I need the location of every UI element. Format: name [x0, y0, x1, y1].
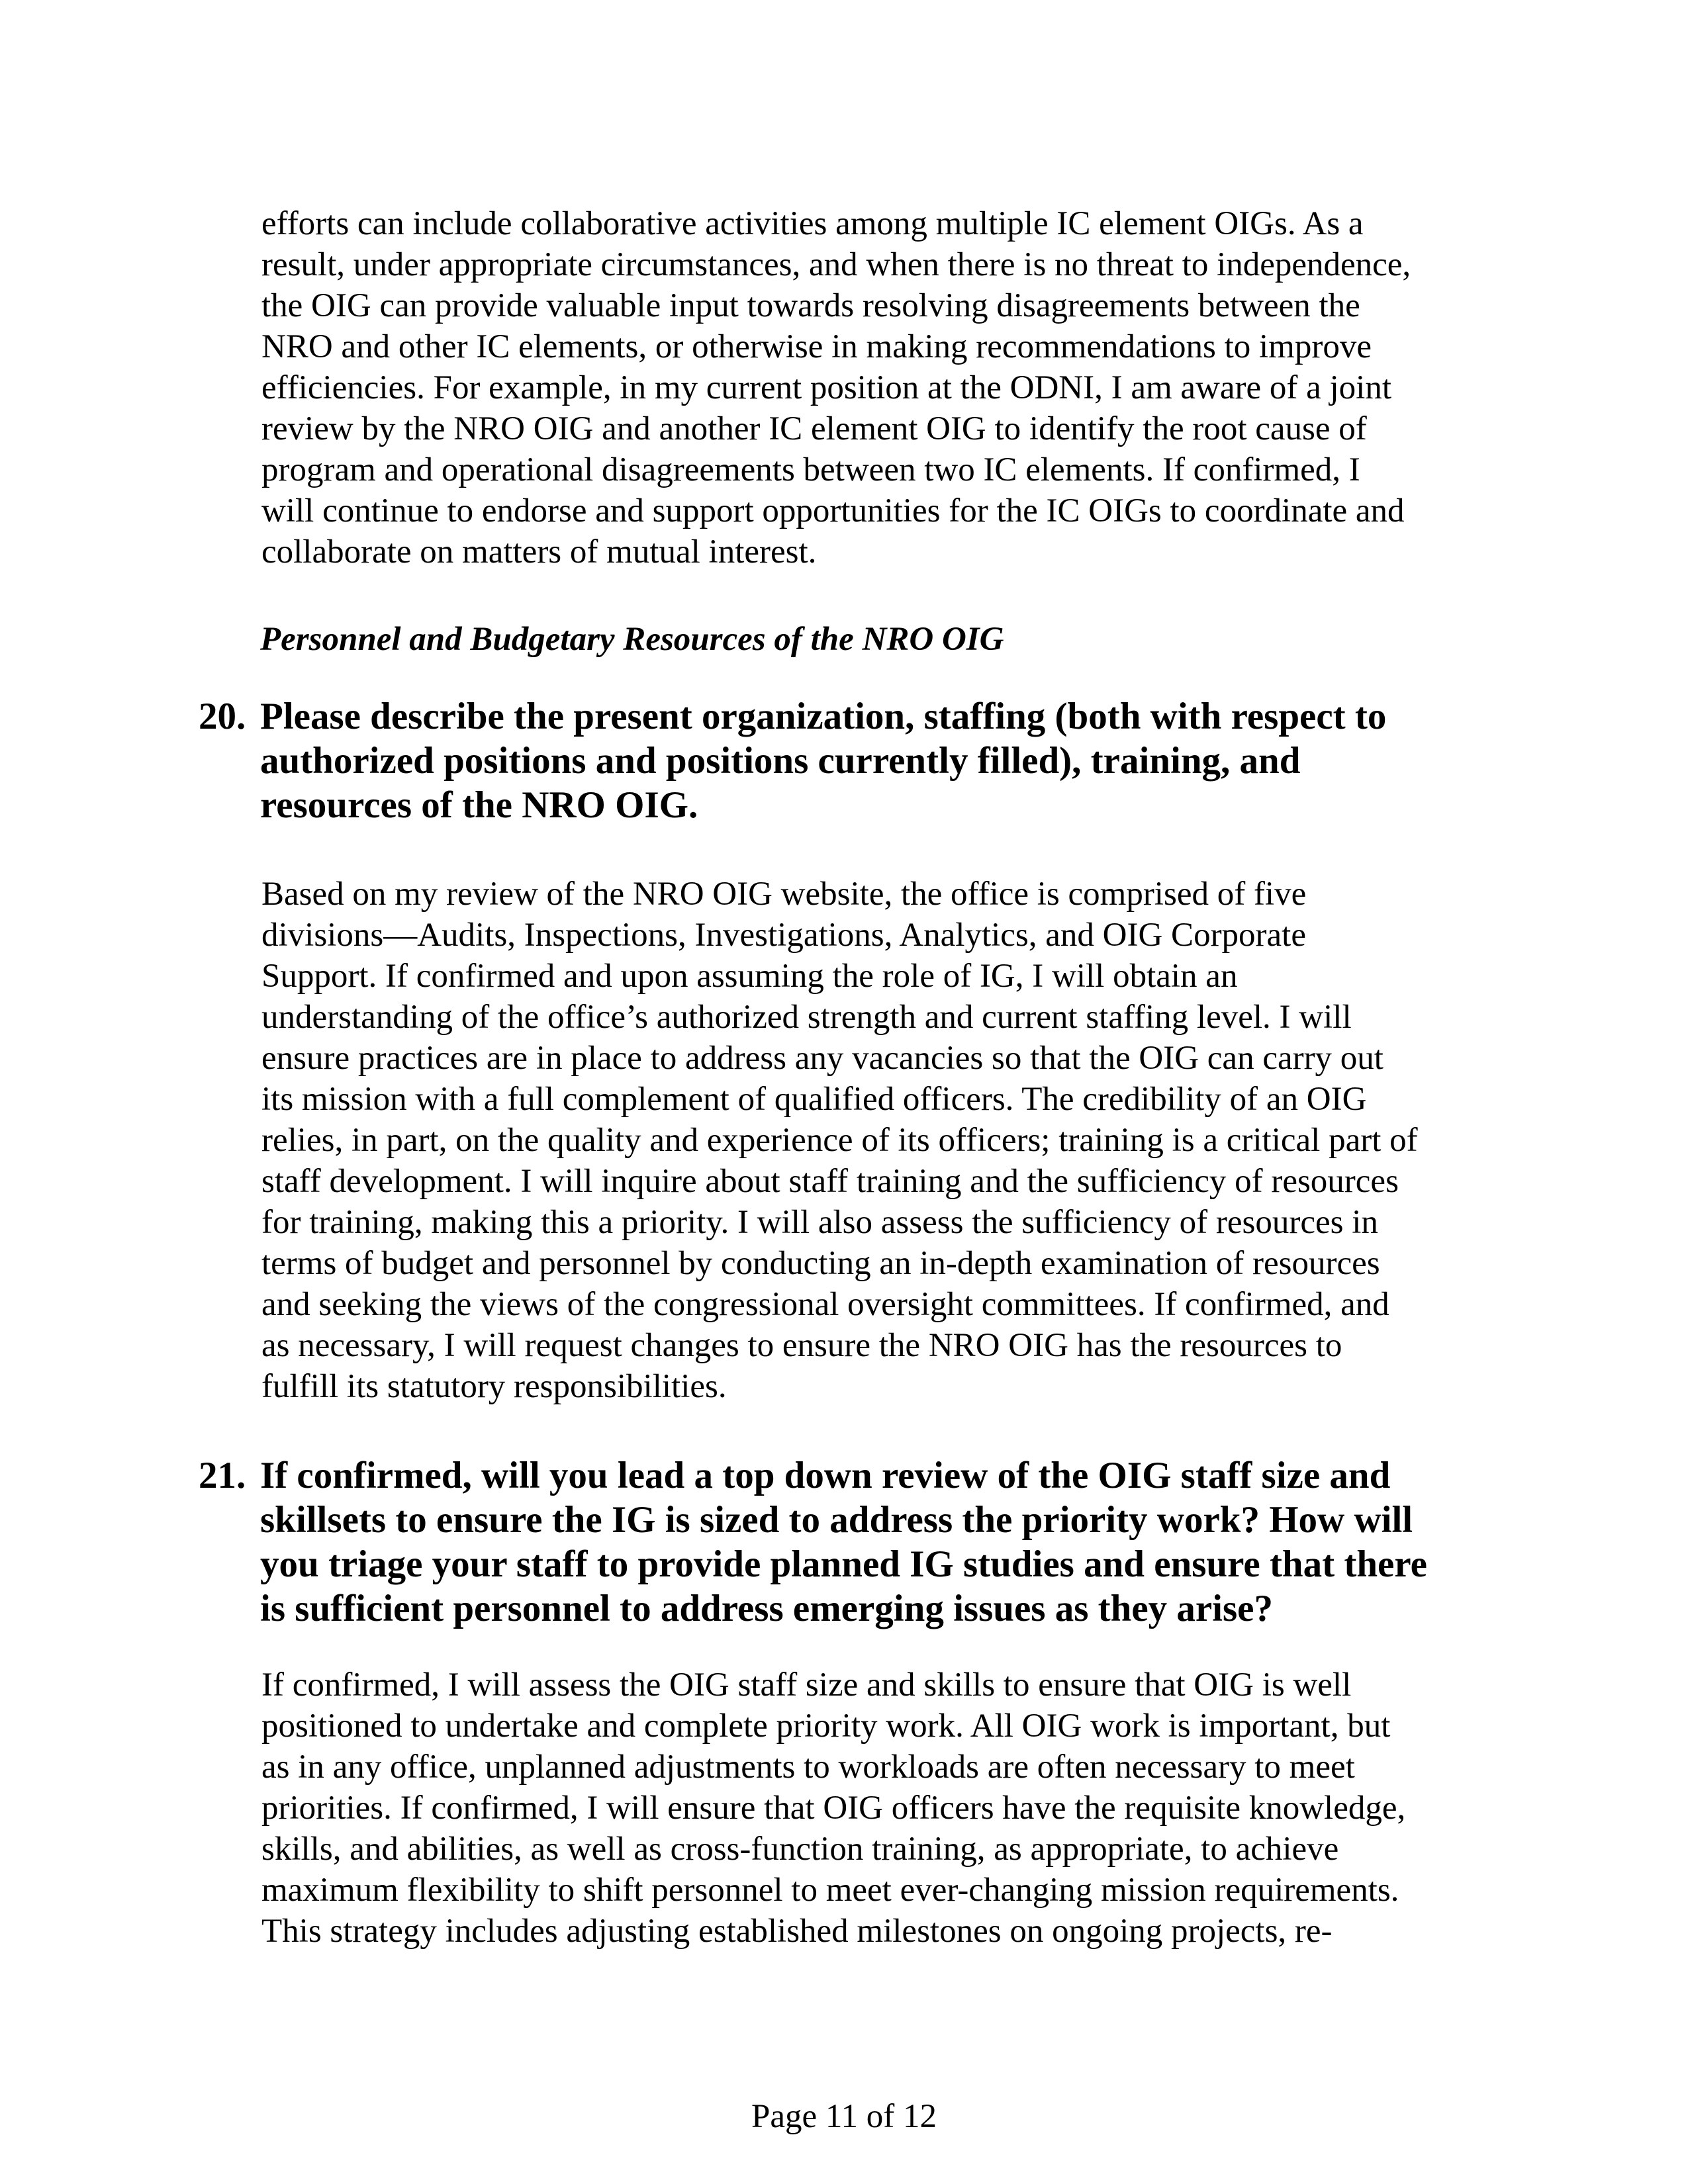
answer-line: for training, making this a priority. I will also assess the sufficiency of resources in	[261, 1204, 1378, 1241]
answer-line: as in any office, unplanned adjustments to workloads are often necessary to meet	[261, 1749, 1355, 1786]
answer-line: terms of budget and personnel by conducting an in-depth examination of resources	[261, 1245, 1380, 1282]
question-line: authorized positions and positions currently filled), training, and	[260, 740, 1301, 782]
paragraph-line: program and operational disagreements between two IC elements. If confirmed, I	[261, 451, 1360, 488]
answer-line: This strategy includes adjusting established milestones on ongoing projects, re-	[261, 1913, 1333, 1950]
question-line: is sufficient personnel to address emerging issues as they arise?	[260, 1588, 1273, 1629]
question-line: you triage your staff to provide planned IG studies and ensure that there	[260, 1543, 1427, 1585]
answer-line: divisions—Audits, Inspections, Investigations, Analytics, and OIG Corporate	[261, 917, 1306, 954]
section-heading: Personnel and Budgetary Resources of the NRO OIG	[260, 621, 1004, 658]
paragraph-line: collaborate on matters of mutual interest.	[261, 533, 817, 570]
answer-line: and seeking the views of the congressional oversight committees. If confirmed, and	[261, 1286, 1389, 1323]
answer-line: If confirmed, I will assess the OIG staff size and skills to ensure that OIG is well	[261, 1666, 1352, 1704]
answer-line: staff development. I will inquire about staff training and the sufficiency of resources	[261, 1163, 1399, 1200]
question-line: skillsets to ensure the IG is sized to address the priority work? How will	[260, 1499, 1413, 1541]
answer-line: as necessary, I will request changes to ensure the NRO OIG has the resources to	[261, 1327, 1342, 1364]
paragraph-line: the OIG can provide valuable input towards resolving disagreements between the	[261, 287, 1360, 324]
answer-line: Support. If confirmed and upon assuming the role of IG, I will obtain an	[261, 958, 1238, 995]
answer-line: skills, and abilities, as well as cross-function training, as appropriate, to achieve	[261, 1831, 1339, 1868]
answer-line: its mission with a full complement of qualified officers. The credibility of an OIG	[261, 1081, 1367, 1118]
paragraph-line: efforts can include collaborative activities among multiple IC element OIGs. As a	[261, 205, 1364, 242]
paragraph-line: NRO and other IC elements, or otherwise in making recommendations to improve	[261, 328, 1372, 365]
answer-line: fulfill its statutory responsibilities.	[261, 1368, 727, 1405]
question-line: resources of the NRO OIG.	[260, 784, 698, 826]
paragraph-line: will continue to endorse and support opportunities for the IC OIGs to coordinate and	[261, 492, 1405, 529]
paragraph-line: result, under appropriate circumstances, and when there is no threat to independence,	[261, 246, 1411, 283]
paragraph-line: review by the NRO OIG and another IC element OIG to identify the root cause of	[261, 410, 1367, 447]
question-number: 20.	[199, 696, 246, 737]
answer-line: priorities. If confirmed, I will ensure that OIG officers have the requisite knowledge,	[261, 1790, 1406, 1827]
question-line: Please describe the present organization, staffing (both with respect to	[260, 696, 1387, 737]
answer-line: understanding of the office’s authorized strength and current staffing level. I will	[261, 999, 1352, 1036]
answer-line: ensure practices are in place to address any vacancies so that the OIG can carry out	[261, 1040, 1383, 1077]
page-number: Page 11 of 12	[751, 2098, 937, 2135]
question-number: 21.	[199, 1455, 246, 1496]
answer-line: positioned to undertake and complete priority work. All OIG work is important, but	[261, 1707, 1391, 1745]
answer-line: Based on my review of the NRO OIG website, the office is comprised of five	[261, 876, 1307, 913]
paragraph-line: efficiencies. For example, in my current position at the ODNI, I am aware of a joint	[261, 369, 1392, 406]
question-line: If confirmed, will you lead a top down review of the OIG staff size and	[260, 1455, 1391, 1496]
answer-line: relies, in part, on the quality and experience of its officers; training is a critical part of	[261, 1122, 1418, 1159]
answer-line: maximum flexibility to shift personnel to meet ever-changing mission requirements.	[261, 1872, 1399, 1909]
